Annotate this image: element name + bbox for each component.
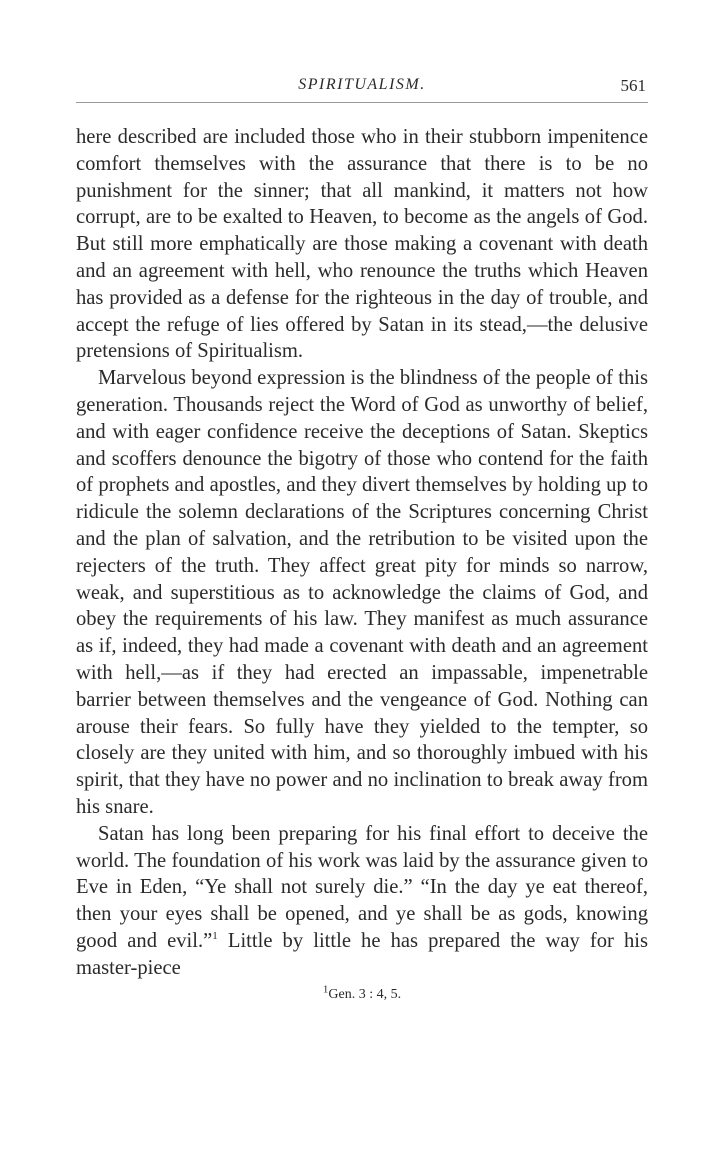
page-number: 561 bbox=[620, 76, 646, 95]
header-rule bbox=[76, 102, 648, 103]
footnote-marker: 1 bbox=[322, 982, 329, 995]
book-page bbox=[76, 72, 648, 1004]
paragraph-continued: here described are included those who in their stubborn impenitence comfort themselves with the assurance that there is to be no punishment for the sinner; that all mankind, it matters not how corrupt, are to be exalted to Heaven, to become as the angels of God. But still more emphatically are those making a covenant with death and an agreement with hell, who renounce the truths which Heaven has provided as a defense for the righteous in the day of trouble, and accept the refuge of lies offered by Satan in its stead,—the delusive pretensions of Spiritualism. bbox=[76, 126, 648, 363]
running-title: SPIRITUALISM. bbox=[298, 76, 426, 93]
footnote-reference: 1 bbox=[212, 930, 218, 943]
footnote-text: Gen. 3 : 4, 5. bbox=[328, 986, 402, 1002]
paragraph-blindness: Marvelous beyond expression is the blindness of the people of this generation. Thousands reject the Word of God as unworthy of belief, and with eager confidence receive the deceptions of Satan. Skeptics and scoffers denounce the bigotry of those who contend for the faith of prophets and apostles, and they divert themselves by holding up to ridicule the solemn declarations of the Scriptures concerning Christ and the plan of salvation, and the retribution to be visited upon the rejecters of the truth. They affect great pity for minds so narrow, weak, and superstitious as to acknowledge the claims of God, and obey the requirements of his law. They manifest as much assurance as if, indeed, they had made a covenant with death and an agreement with hell,—as if they had erected an impassable, impenetrable barrier between themselves and the vengeance of God. Nothing can arouse their fears. So fully have they yielded to the tempter, so closely are they united with him, and so thoroughly imbued with his spirit, that they have no power and no inclination to break away from his snare. bbox=[76, 367, 648, 818]
footnote bbox=[76, 982, 648, 1004]
running-head bbox=[76, 72, 648, 102]
paragraph-satan-text: Satan has long been preparing for his final effort to deceive the world. The foundation of his work was laid by the assurance given to Eve in Eden, “Ye shall not surely die.” “In the day ye eat thereof, then your eyes shall be opened, and ye shall be as gods, knowing good and evil.” bbox=[76, 822, 648, 952]
paragraph-satan-last-line: Little by little he has prepared the way for his master-piece bbox=[76, 929, 649, 979]
paragraph-satan-preparing bbox=[76, 821, 648, 982]
body-text bbox=[76, 124, 648, 982]
